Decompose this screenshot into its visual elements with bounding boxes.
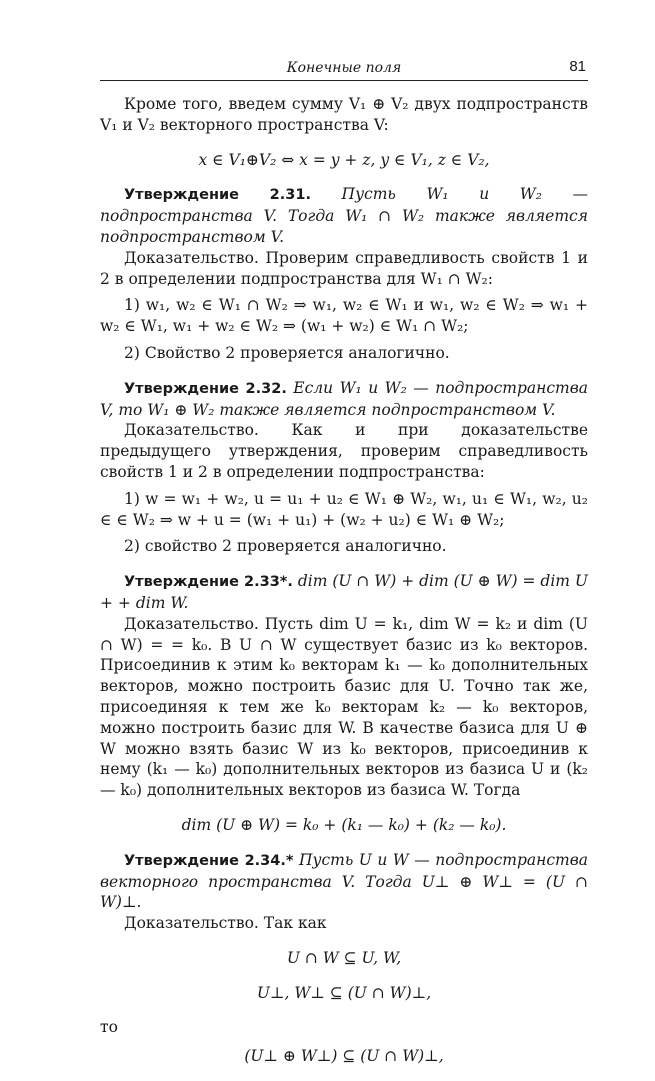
equation-dimension: dim (U ⊕ W) = k₀ + (k₁ — k₀) + (k₂ — k₀). [181,815,507,834]
proof-2-32-item-2: 2) свойство 2 проверяется аналогично. [124,537,447,556]
statement-label: Утверждение 2.34.* [124,852,294,869]
proof-2-34: Доказательство. Так как [124,914,327,933]
header-title: Конечные поля [286,60,402,76]
page-number: 81 [569,58,586,75]
page-body [100,94,588,1081]
statement-text: Пусть W₁ и W₂ — подпространства V. Тогда W₁ ∩ W₂ также является подпространством V. [100,185,588,246]
proof-2-31-item-1: 1) w₁, w₂ ∈ W₁ ∩ W₂ ⇒ w₁, w₂ ∈ W₁ и w₁, w₂ ∈ W₂ ⇒ w₁ + w₂ ∈ W₁, w₁ + w₂ ∈ W₂ ⇒ (w₁ + w₂) ∈ W₁ ∩ W₂; [100,296,588,336]
statement-label: Утверждение 2.31. [124,187,311,204]
proof-2-33: Доказательство. Пусть dim U = k₁, dim W = k₂ и dim (U ∩ W) = = k₀. В U ∩ W существует базис из k₀ векторов. Присоединив к этим k₀ векторам k₁ — k₀ дополнительных векторов, можно построить базис для U. Точно так же, присоединяя к тем же k₀ векторам k₂ — k₀ векторов, можно построить базис для W. В качестве базиса для U ⊕ W можно взять базис W из k₀ векторов, присоединив к нему (k₁ — k₀) дополнительных векторов из базиса U и (k₂ — k₀) дополнительных векторов из базиса W. Тогда [100,614,588,800]
proof-2-32-item-1: 1) w = w₁ + w₂, u = u₁ + u₂ ∈ W₁ ⊕ W₂, w₁, u₁ ∈ W₁, w₂, u₂ ∈ ∈ W₂ ⇒ w + u = (w₁ + u₁) + (w₂ + u₂) ∈ W₁ ⊕ W₂; [100,489,588,529]
running-header [100,58,588,81]
statement-label: Утверждение 2.33*. [124,574,293,591]
statement-label: Утверждение 2.32. [124,380,287,397]
statement-2-34 [100,850,588,913]
equation-inclusion-2: U⊥, W⊥ ⊆ (U ∩ W)⊥, [256,983,432,1002]
statement-2-33 [100,571,588,614]
statement-text: Если W₁ и W₂ — подпространства V, то W₁ ⊕ W₂ также является подпространством V. [100,378,588,419]
statement-text: Пусть U и W — подпространства векторного пространства V. Тогда U⊥ ⊕ W⊥ = (U ∩ W)⊥. [100,850,588,912]
equation-inclusion-3: (U⊥ ⊕ W⊥) ⊆ (U ∩ W)⊥, [244,1047,444,1066]
word-then: то [100,1018,118,1037]
statement-2-32 [100,378,588,421]
statement-2-31 [100,184,588,247]
proof-2-32: Доказательство. Как и при доказательстве предыдущего утверждения, проверим справедливость свойств 1 и 2 в определении подпространства: [100,421,588,481]
paragraph-sum-intro: Кроме того, введем сумму V₁ ⊕ V₂ двух подпространств V₁ и V₂ векторного пространства V: [100,95,588,134]
equation-direct-sum: x ∈ V₁⊕V₂ ⇔ x = y + z, y ∈ V₁, z ∈ V₂, [198,150,490,169]
proof-2-31-item-2: 2) Свойство 2 проверяется аналогично. [124,343,450,362]
equation-inclusion-1: U ∩ W ⊆ U, W, [286,948,402,967]
proof-2-31: Доказательство. Проверим справедливость свойств 1 и 2 в определении подпространства для W₁ ∩ W₂: [100,248,588,288]
statement-text: dim (U ∩ W) + dim (U ⊕ W) = dim U + + dim W. [100,572,588,612]
